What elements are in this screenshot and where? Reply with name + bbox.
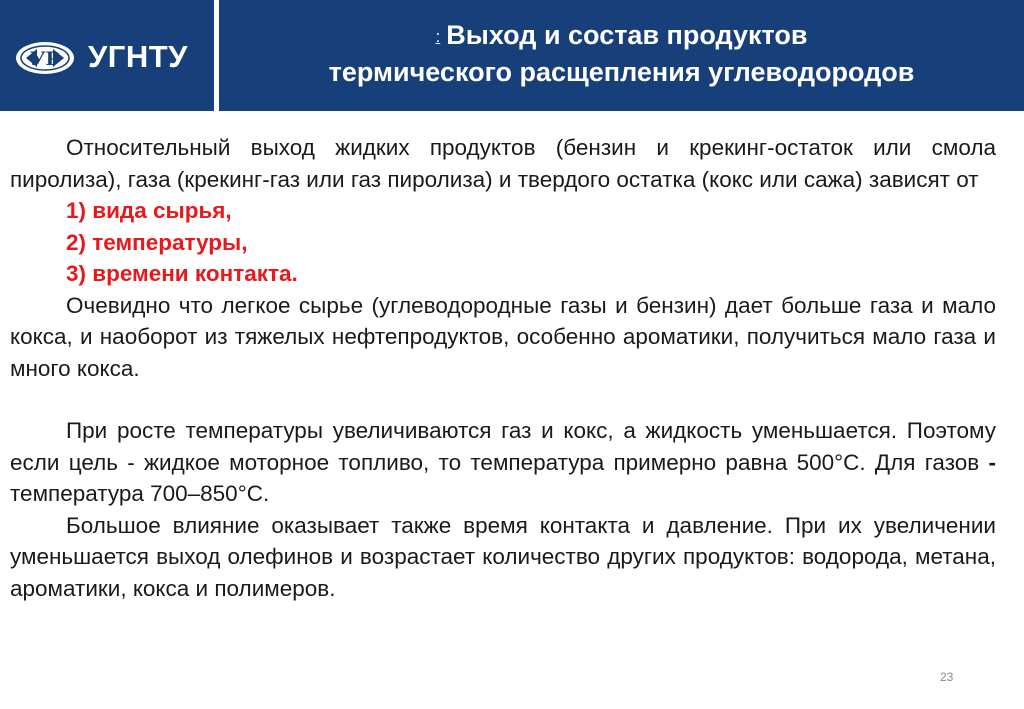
paragraph-spacer (10, 384, 996, 415)
logo-panel (0, 0, 214, 111)
emblem-glyph: УР (30, 48, 60, 70)
paragraph-feedstock: Очевидно что легкое сырье (углеводородные газы и бензин) дает больше газа и мало кокса, и наоборот из тяжелых нефтепродуктов, особенно ароматики, получиться мало газа и много кокса. (10, 292, 996, 381)
paragraph-temperature (10, 415, 996, 510)
slide-body (10, 132, 996, 604)
title-text-1: Выход и состав продуктов (446, 20, 808, 50)
factor-list-item: 1) вида сырья, (66, 198, 232, 223)
university-emblem-icon (14, 40, 76, 76)
temperature-dash: - (988, 449, 996, 475)
slide-header (0, 0, 1024, 113)
university-name: УГНТУ (88, 39, 188, 74)
temperature-text-1: При росте температуры увеличиваются газ и кокс, а жидкость уменьшается. Поэтому если цель - жидкое моторное топливо, то температура примерно равна 500°С. Для газов (10, 418, 996, 475)
factor-list-item: 2) температуры, (66, 229, 248, 255)
paragraph-contact-time: Большое влияние оказывает также время контакта и давление. При их увеличении уменьшается выход олефинов и возрастает количество других продуктов: водорода, метана, ароматики, кокса и полимеров. (10, 512, 996, 601)
title-panel (219, 0, 1024, 111)
slide-title-line-2: термического расщепления углеводородов (328, 57, 915, 87)
page-number: 23 (940, 670, 954, 684)
title-prefix: : (435, 27, 441, 46)
paragraph-intro: Относительный выход жидких продуктов (бензин и крекинг-остаток или смола пиролиза), газа (крекинг-газ или газ пиролиза) и твердого остатка (кокс или сажа) зависят от (10, 135, 996, 192)
slide-title-line-1 (219, 20, 1024, 51)
factor-list-item: 3) времени контакта. (66, 261, 298, 286)
temperature-text-2: температура 700–850°С. (10, 481, 270, 506)
